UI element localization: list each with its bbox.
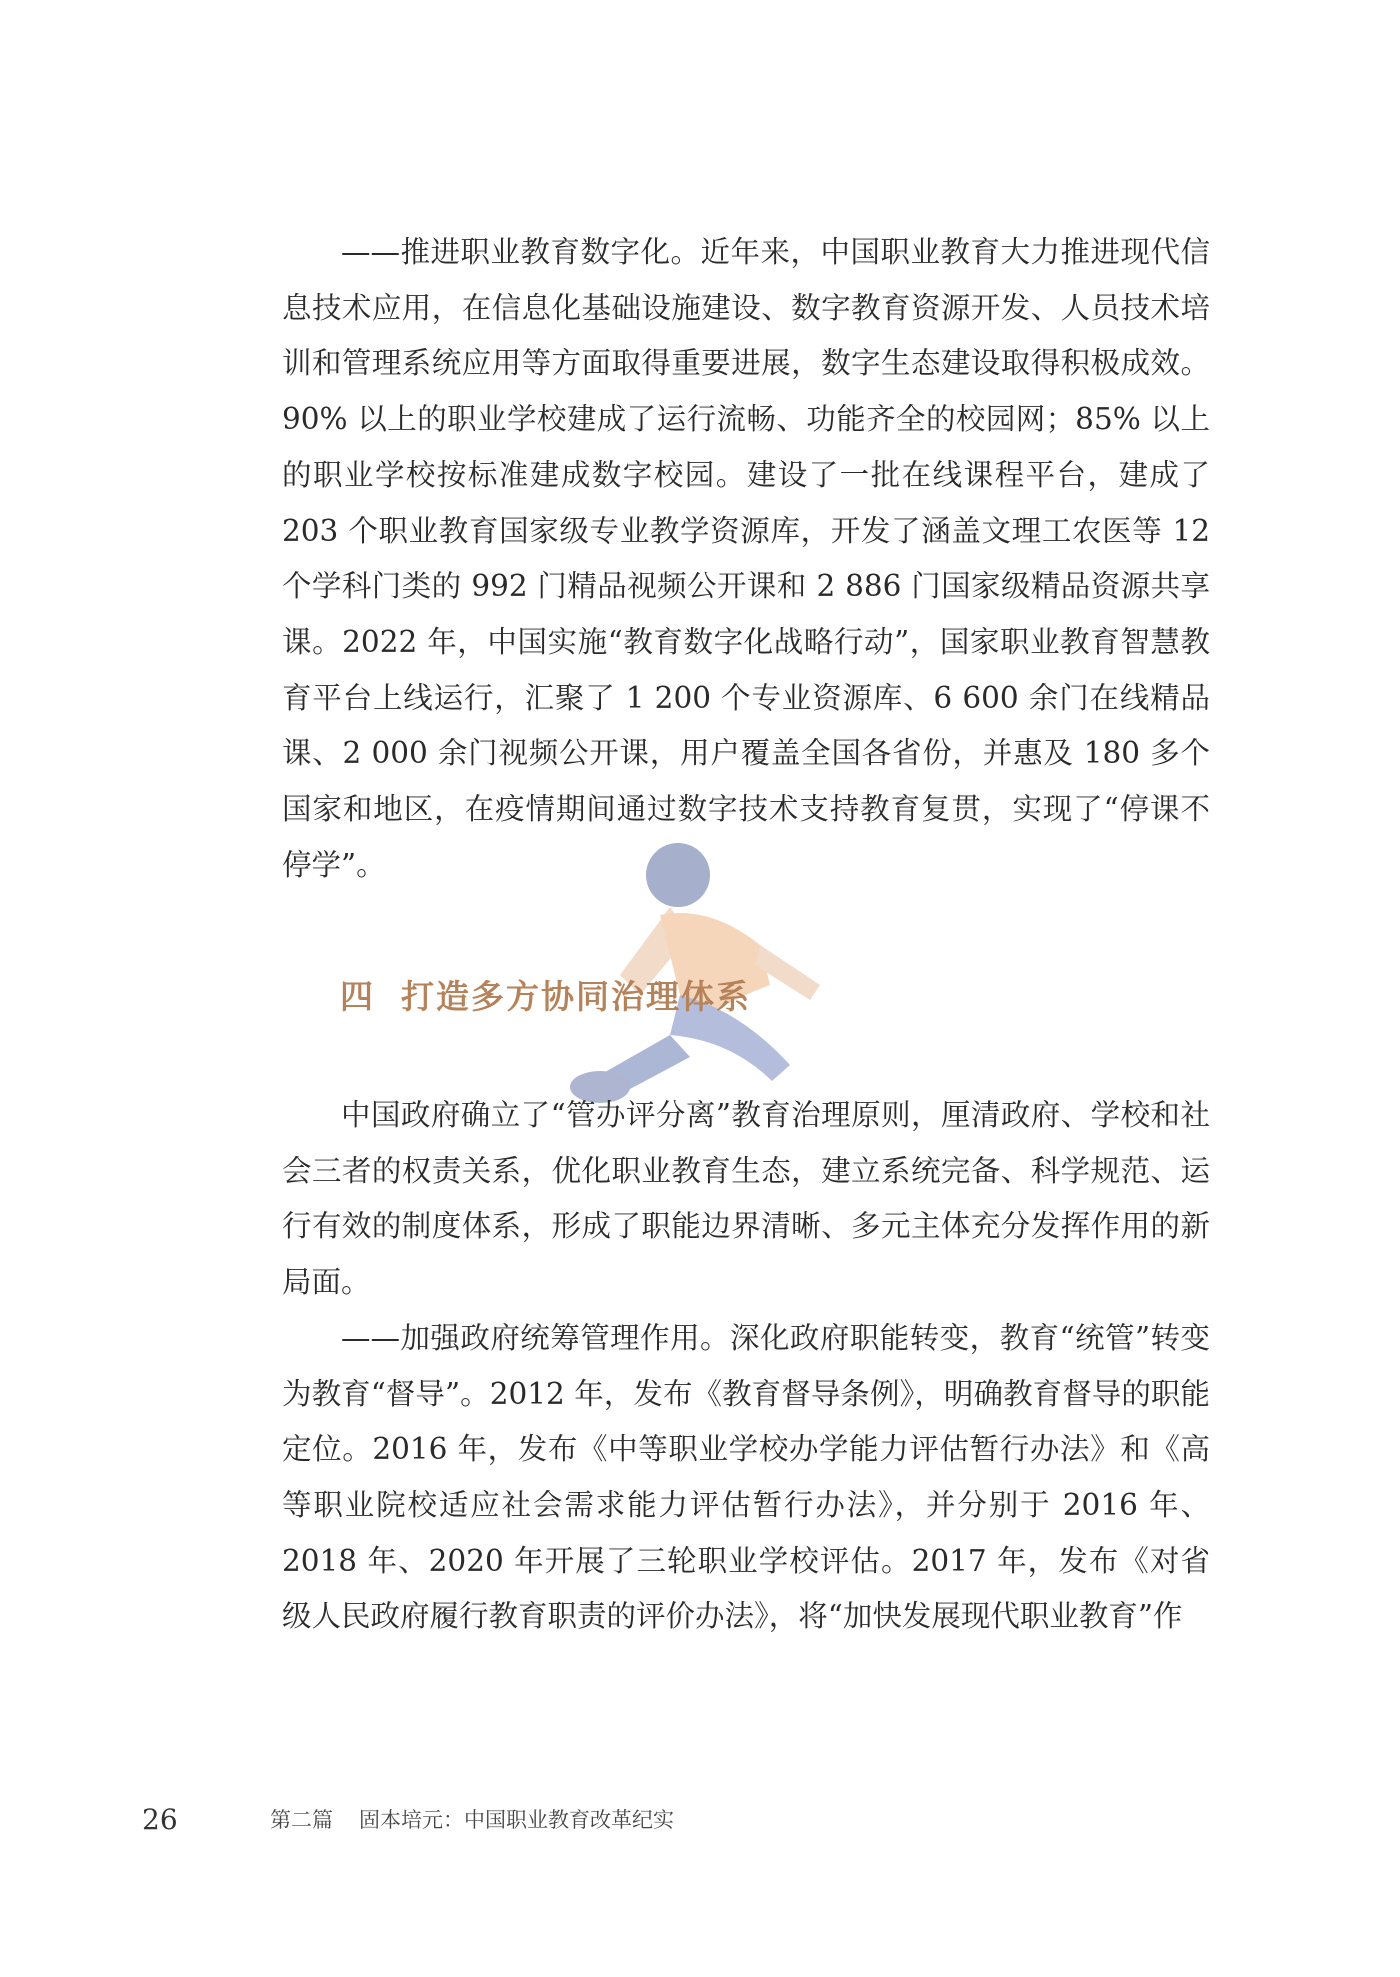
page-footer xyxy=(0,1800,1400,1840)
body-text-lower xyxy=(282,1088,1210,1645)
paragraph-governance-intro: 中国政府确立了“管办评分离”教育治理原则，厘清政府、学校和社会三者的权责关系，优化职业教育生态，建立系统完备、科学规范、运行有效的制度体系，形成了职能边界清晰、多元主体充分发挥作用的新局面。 xyxy=(282,1098,1210,1300)
page-number: 26 xyxy=(142,1803,178,1836)
section-number: 四 xyxy=(340,977,375,1016)
section-title: 打造多方协同治理体系 xyxy=(401,977,751,1016)
section-heading xyxy=(340,973,751,1021)
part-label: 第二篇 xyxy=(270,1808,333,1832)
book-title: 固本培元：中国职业教育改革纪实 xyxy=(359,1808,674,1832)
paragraph-digitalization: ——推进职业教育数字化。近年来，中国职业教育大力推进现代信息技术应用，在信息化基础设施建设、数字教育资源开发、人员技术培训和管理系统应用等方面取得重要进展，数字生态建设取得积极成效。90% 以上的职业学校建成了运行流畅、功能齐全的校园网；85% 以上的职业学校按标准建成数字校园。建设了一批在线课程平台，建成了 203 个职业教育国家级专业教学资源库，开发了涵盖文理工农医等 12 个学科门类的 992 门精品视频公开课和 2 886 门国家级精品资源共享课。2022 年，中国实施“教育数字化战略行动”，国家职业教育智慧教育平台上线运行，汇聚了 1 200 个专业资源库、6 600 余门在线精品课、2 000 余门视频公开课，用户覆盖全国各省份，并惠及 180 多个国家和地区，在疫情期间通过数字技术支持教育复贯，实现了“停课不停学”。 xyxy=(282,235,1210,882)
running-head xyxy=(270,1803,674,1837)
body-text-upper xyxy=(282,225,1210,893)
paragraph-government-role: ——加强政府统筹管理作用。深化政府职能转变，教育“统管”转变为教育“督导”。2012 年，发布《教育督导条例》，明确教育督导的职能定位。2016 年，发布《中等职业学校办学能力评估暂行办法》和《高等职业院校适应社会需求能力评估暂行办法》，并分别于 2016 年、2018 年、2020 年开展了三轮职业学校评估。2017 年，发布《对省级人民政府履行教育职责的评价办法》，将“加快发展现代职业教育”作 xyxy=(282,1320,1210,1634)
